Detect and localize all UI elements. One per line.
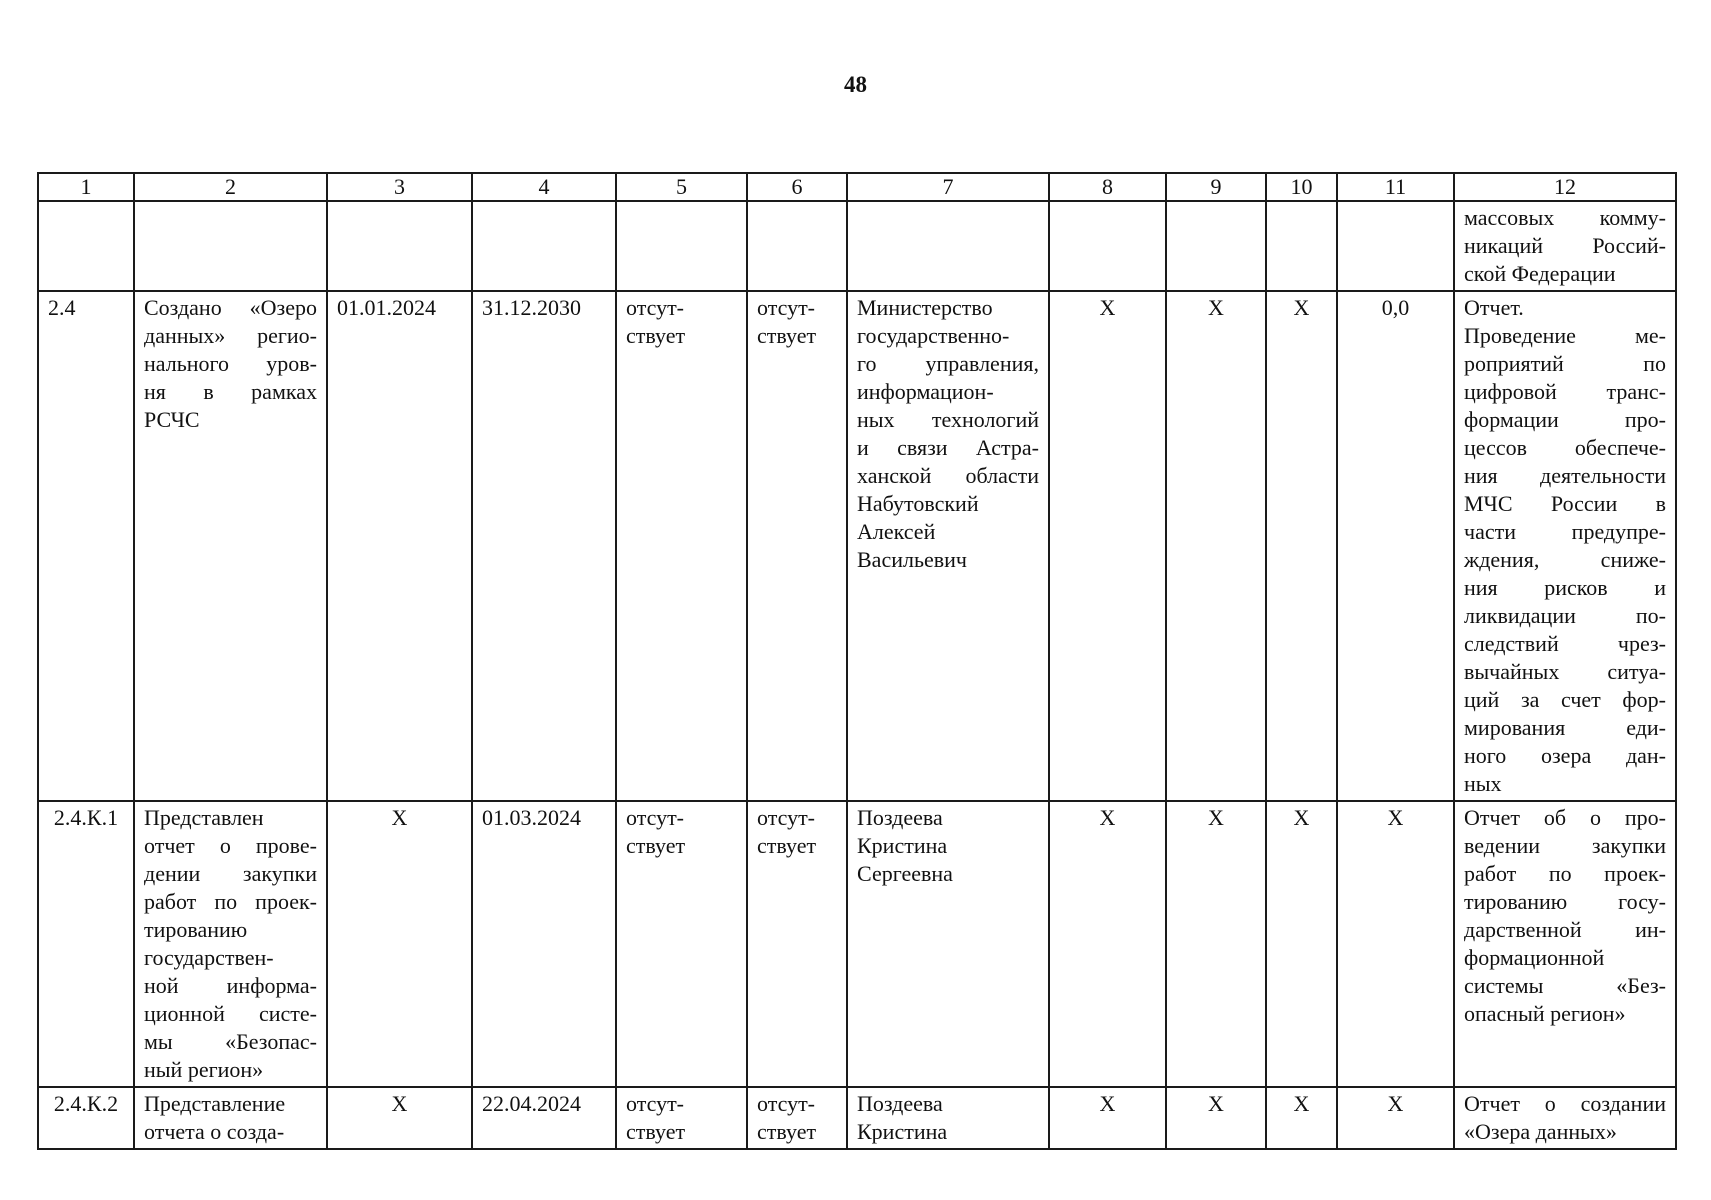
cell-col11: 0,0 — [1337, 291, 1454, 801]
cell-result-name — [134, 291, 327, 801]
cell-text-line: отчет о прове- — [144, 833, 317, 858]
cell-text-line: МЧС России в — [1464, 491, 1666, 516]
cell-col5 — [616, 201, 747, 291]
cell-end-date: 01.03.2024 — [472, 801, 616, 1087]
cell-result-name — [134, 201, 327, 291]
cell-text-line: РСЧС — [144, 407, 200, 432]
cell-text-line: ствует — [757, 833, 817, 858]
cell-description — [1454, 1087, 1676, 1149]
cell-result-name — [134, 801, 327, 1087]
cell-text-line: нального уров- — [144, 351, 317, 376]
cell-text-line: Отчет о создании — [1464, 1091, 1666, 1116]
cell-text-line: ня в рамках — [144, 379, 317, 404]
plan-table — [37, 172, 1677, 1150]
cell-text-line: дении закупки — [144, 861, 317, 886]
column-number: 9 — [1166, 173, 1266, 201]
cell-text-line: Министерство — [857, 295, 993, 320]
page-number: 48 — [844, 72, 867, 97]
cell-text-line: части предупре- — [1464, 519, 1666, 544]
cell-responsible — [847, 291, 1049, 801]
cell-text-line: ской Федерации — [1464, 261, 1616, 286]
cell-col6 — [747, 1087, 847, 1149]
table-row — [38, 1087, 1676, 1149]
cell-text-line: тированию — [144, 917, 248, 942]
cell-text-line: данных» регио- — [144, 323, 317, 348]
cell-start-date: X — [327, 801, 472, 1087]
cell-start-date — [327, 201, 472, 291]
cell-text-line: ния рисков и — [1464, 575, 1666, 600]
cell-item-number: 2.4 — [38, 291, 134, 801]
cell-text-line: ждения, сниже- — [1464, 547, 1666, 572]
cell-text-line: отсут- — [757, 1091, 816, 1116]
cell-col5 — [616, 801, 747, 1087]
cell-text-line: дарственной ин- — [1464, 917, 1666, 942]
cell-col6 — [747, 201, 847, 291]
cell-text-line: роприятий по — [1464, 351, 1666, 376]
cell-text-line: Отчет об о про- — [1464, 805, 1666, 830]
cell-text-line: ведении закупки — [1464, 833, 1666, 858]
column-number: 6 — [747, 173, 847, 201]
cell-text-line: ной информа- — [144, 973, 317, 998]
cell-col8: X — [1049, 1087, 1166, 1149]
column-number: 11 — [1337, 173, 1454, 201]
cell-text-line: формационной — [1464, 945, 1605, 970]
cell-text-line: ния деятельности — [1464, 463, 1666, 488]
table-row — [38, 291, 1676, 801]
cell-text-line: го управления, — [857, 351, 1039, 376]
table-header-row — [38, 173, 1676, 201]
cell-col9 — [1166, 201, 1266, 291]
cell-col11 — [1337, 201, 1454, 291]
cell-end-date — [472, 201, 616, 291]
cell-col8: X — [1049, 291, 1166, 801]
cell-col5 — [616, 291, 747, 801]
cell-text-line: и связи Астра- — [857, 435, 1039, 460]
cell-text-line: информацион- — [857, 379, 994, 404]
cell-start-date: X — [327, 1087, 472, 1149]
cell-col11: X — [1337, 801, 1454, 1087]
table-body — [38, 173, 1676, 1149]
cell-text-line: ных технологий — [857, 407, 1039, 432]
column-number: 12 — [1454, 173, 1676, 201]
cell-text-line: вычайных ситуа- — [1464, 659, 1666, 684]
cell-text-line: ликвидации по- — [1464, 603, 1666, 628]
cell-text-line: опасный регион» — [1464, 1001, 1626, 1026]
cell-text-line: государствен- — [144, 945, 274, 970]
cell-text-line: ций за счет фор- — [1464, 687, 1666, 712]
cell-col11: X — [1337, 1087, 1454, 1149]
cell-text-line: отсут- — [757, 805, 816, 830]
cell-col10 — [1266, 201, 1337, 291]
cell-text-line: ционной систе- — [144, 1001, 317, 1026]
cell-description — [1454, 291, 1676, 801]
cell-description — [1454, 801, 1676, 1087]
cell-text-line: массовых комму- — [1464, 205, 1666, 230]
cell-text-line: Отчет. — [1464, 295, 1524, 320]
cell-text-line: Кристина — [857, 1119, 948, 1144]
cell-text-line: Сергеевна — [857, 861, 953, 886]
cell-text-line: ствует — [626, 833, 686, 858]
cell-text-line: ных — [1464, 771, 1502, 796]
cell-responsible — [847, 201, 1049, 291]
column-number: 2 — [134, 173, 327, 201]
cell-text-line: Кристина — [857, 833, 948, 858]
cell-text-line: работ по проек- — [144, 889, 317, 914]
cell-text-line: отсут- — [626, 1091, 685, 1116]
cell-end-date: 22.04.2024 — [472, 1087, 616, 1149]
cell-text-line: работ по проек- — [1464, 861, 1666, 886]
column-number: 7 — [847, 173, 1049, 201]
cell-description — [1454, 201, 1676, 291]
cell-col6 — [747, 801, 847, 1087]
cell-text-line: ный регион» — [144, 1057, 264, 1082]
cell-text-line: Проведение ме- — [1464, 323, 1666, 348]
cell-col5 — [616, 1087, 747, 1149]
cell-text-line: формации про- — [1464, 407, 1666, 432]
cell-text-line: ствует — [757, 1119, 817, 1144]
table-row — [38, 201, 1676, 291]
column-number: 8 — [1049, 173, 1166, 201]
column-number: 4 — [472, 173, 616, 201]
cell-text-line: ствует — [626, 323, 686, 348]
cell-text-line: государственно- — [857, 323, 1010, 348]
cell-end-date: 31.12.2030 — [472, 291, 616, 801]
cell-text-line: Представление — [144, 1091, 286, 1116]
cell-col9: X — [1166, 1087, 1266, 1149]
cell-text-line: отсут- — [757, 295, 816, 320]
cell-responsible — [847, 1087, 1049, 1149]
cell-col9: X — [1166, 291, 1266, 801]
cell-text-line: мы «Безопас- — [144, 1029, 317, 1054]
column-number: 1 — [38, 173, 134, 201]
cell-text-line: «Озера данных» — [1464, 1119, 1617, 1144]
cell-col6 — [747, 291, 847, 801]
cell-text-line: Создано «Озеро — [144, 295, 317, 320]
cell-text-line: ханской области — [857, 463, 1039, 488]
cell-col10: X — [1266, 801, 1337, 1087]
cell-col9: X — [1166, 801, 1266, 1087]
cell-col8: X — [1049, 801, 1166, 1087]
cell-col8 — [1049, 201, 1166, 291]
cell-col10: X — [1266, 1087, 1337, 1149]
cell-responsible — [847, 801, 1049, 1087]
cell-item-number — [38, 201, 134, 291]
cell-text-line: ствует — [757, 323, 817, 348]
cell-col10: X — [1266, 291, 1337, 801]
cell-text-line: Васильевич — [857, 547, 967, 572]
cell-text-line: Поздеева — [857, 1091, 943, 1116]
cell-text-line: отсут- — [626, 295, 685, 320]
table-row — [38, 801, 1676, 1087]
cell-text-line: Алексей — [857, 519, 936, 544]
cell-text-line: Набутовский — [857, 491, 979, 516]
cell-text-line: ного озера дан- — [1464, 743, 1666, 768]
cell-text-line: ствует — [626, 1119, 686, 1144]
cell-text-line: цифровой транс- — [1464, 379, 1666, 404]
column-number: 3 — [327, 173, 472, 201]
cell-text-line: отчета о созда- — [144, 1119, 285, 1144]
cell-text-line: системы «Без- — [1464, 973, 1666, 998]
cell-item-number: 2.4.К.2 — [38, 1087, 134, 1149]
column-number: 10 — [1266, 173, 1337, 201]
cell-text-line: отсут- — [626, 805, 685, 830]
cell-text-line: Представлен — [144, 805, 264, 830]
cell-result-name — [134, 1087, 327, 1149]
cell-text-line: цессов обеспече- — [1464, 435, 1666, 460]
cell-text-line: мирования еди- — [1464, 715, 1666, 740]
cell-text-line: никаций Россий- — [1464, 233, 1666, 258]
column-number: 5 — [616, 173, 747, 201]
cell-item-number: 2.4.К.1 — [38, 801, 134, 1087]
cell-start-date: 01.01.2024 — [327, 291, 472, 801]
cell-text-line: Поздеева — [857, 805, 943, 830]
cell-text-line: следствий чрез- — [1464, 631, 1666, 656]
cell-text-line: тированию госу- — [1464, 889, 1666, 914]
